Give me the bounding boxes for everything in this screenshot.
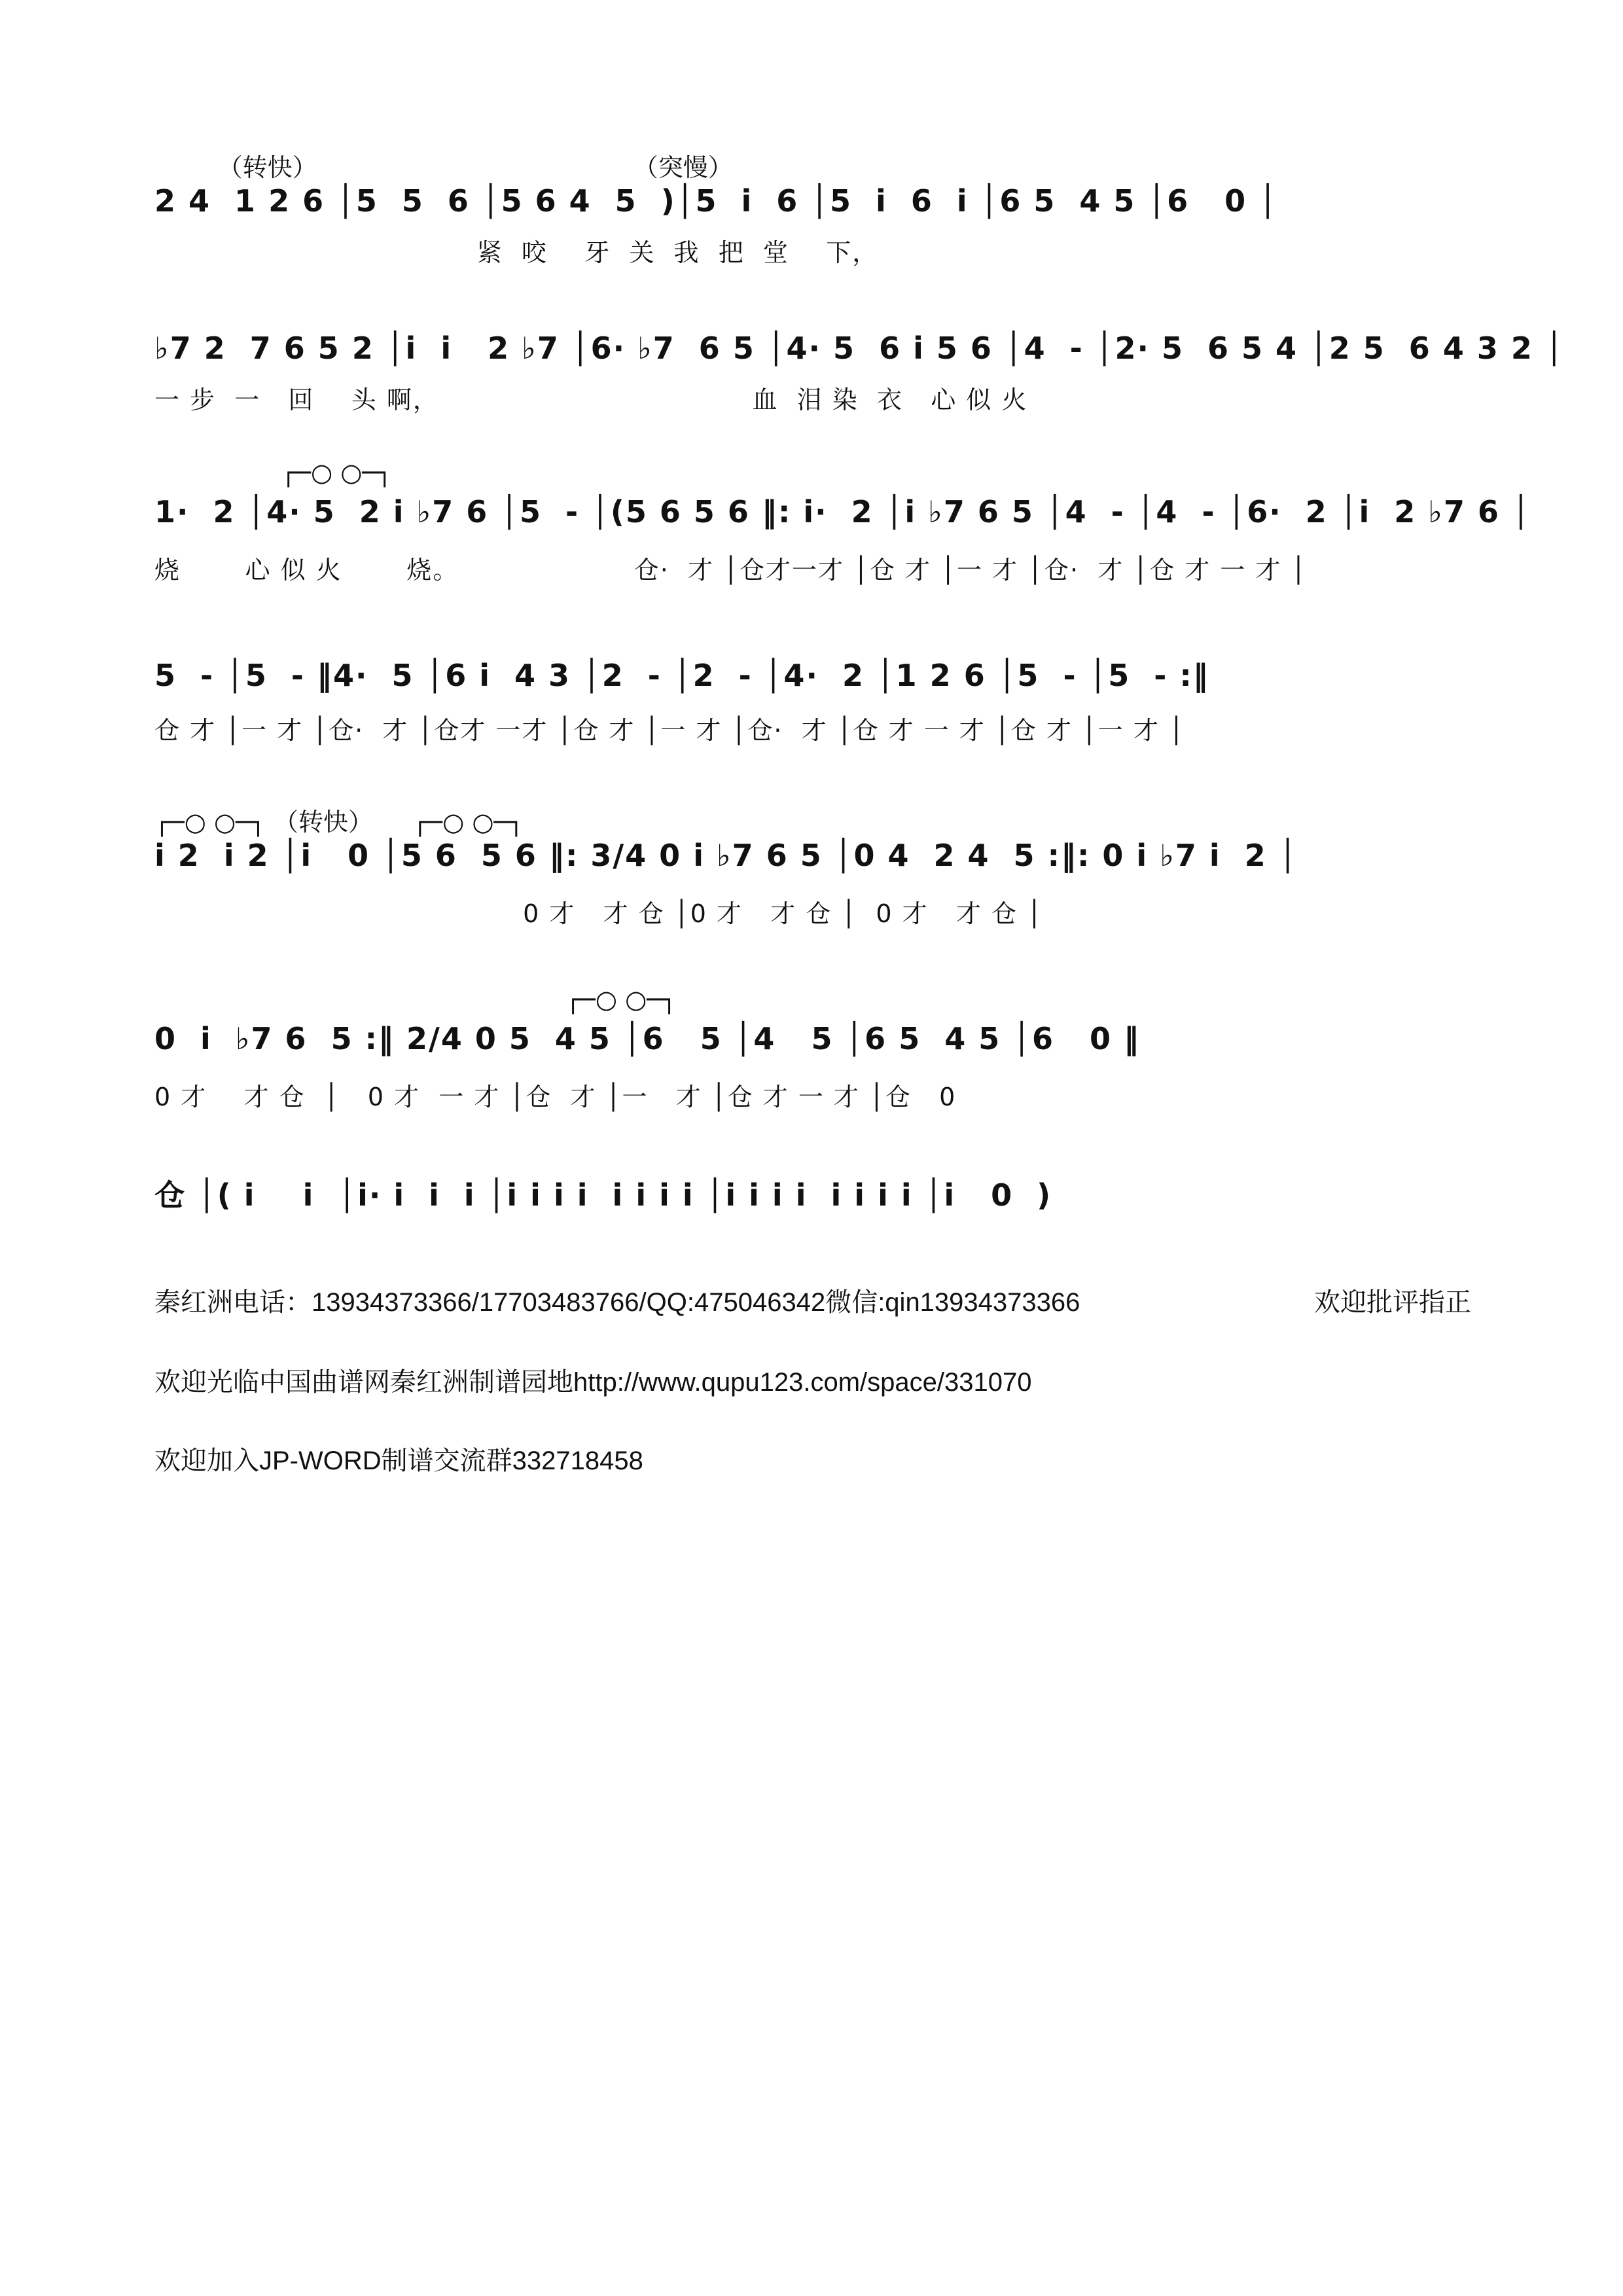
note-line: 仓 │( i i │i· i i i │i i i i i i i i │i i i i i i i i │i 0 ) bbox=[154, 1177, 1052, 1213]
note-line: 5 - │5 - ‖4· 5 │6 i 4 3 │2 - │2 - │4· 2 │1 2 6 │5 - │5 - :‖ bbox=[154, 658, 1209, 693]
note-line: ♭7 2 7 6 5 2 │i i 2 ♭7 │6· ♭7 6 5 │4· 5 6 i 5 6 │4 - │2· 5 6 5 4 │2 5 6 4 3 2 │ bbox=[154, 331, 1565, 366]
group-info: 欢迎加入JP-WORD制谱交流群332718458 bbox=[154, 1446, 643, 1475]
score-system-1 bbox=[154, 141, 1476, 272]
tempo-markings: ┌─○ ○─┐ （转快） ┌─○ ○─┐ bbox=[154, 808, 524, 836]
tempo-markings: ┌─○ ○─┐ bbox=[154, 458, 393, 487]
score-system-3 bbox=[154, 452, 1531, 596]
percussion-line: 0 才 才 仓 │ 0 才 一 才 │仓 才 │一 才 │仓 才 一 才 │仓 0 bbox=[154, 1083, 957, 1111]
score-system-5 bbox=[154, 795, 1476, 939]
tempo-markings: （转快） （突慢） bbox=[154, 153, 733, 182]
percussion-line: 烧 心 似 火 烧。 仓· 才 │仓才一才 │仓 才 │一 才 │仓· 才 │仓 才 一 才 │ bbox=[154, 556, 1308, 584]
note-line: 1· 2 │4· 5 2 i ♭7 6 │5 - │(5 6 5 6 ‖: i· 2 │i ♭7 6 5 │4 - │4 - │6· 2 │i 2 ♭7 6 │ bbox=[154, 494, 1531, 529]
tempo-markings: ┌─○ ○─┐ bbox=[154, 985, 677, 1014]
note-line: 2 4 1 2 6 │5 5 6 │5 6 4 5 )│5 i 6 │5 i 6 i │6 5 4 5 │6 0 │ bbox=[154, 183, 1278, 219]
score-system-6 bbox=[154, 978, 1476, 1122]
note-line: i 2 i 2 │i 0 │5 6 5 6 ‖: 3/4 0 i ♭7 6 5 │0 4 2 4 5 :‖: 0 i ♭7 i 2 │ bbox=[154, 838, 1298, 873]
website-info: 欢迎光临中国曲谱网秦红洲制谱园地http://www.qupu123.com/space/331070 bbox=[154, 1368, 1032, 1397]
contact-info: 秦红洲电话：13934373366/17703483766/QQ:475046342微信:qin13934373366 bbox=[154, 1288, 1080, 1317]
lyric-line: 一 步 一 回 头 啊， 血 泪 染 衣 心 似 火 bbox=[154, 386, 1028, 414]
percussion-line: 仓 才 │一 才 │仓· 才 │仓才 一才 │仓 才 │一 才 │仓· 才 │仓 才 一 才 │仓 才 │一 才 │ bbox=[154, 716, 1185, 745]
score-system-4 bbox=[154, 622, 1476, 753]
score-system-7 bbox=[154, 1165, 1476, 1237]
welcome-comment: 欢迎批评指正 bbox=[1314, 1288, 1471, 1317]
note-line: 0 i ♭7 6 5 :‖ 2/4 0 5 4 5 │6 5 │4 5 │6 5 4 5 │6 0 ‖ bbox=[154, 1021, 1141, 1056]
lyric-line: 紧 咬 牙 关 我 把 堂 下， bbox=[154, 238, 879, 267]
percussion-line: 0 才 才 仓 │0 才 才 仓 │ 0 才 才 仓 │ bbox=[154, 899, 1043, 928]
score-system-2 bbox=[154, 288, 1565, 419]
